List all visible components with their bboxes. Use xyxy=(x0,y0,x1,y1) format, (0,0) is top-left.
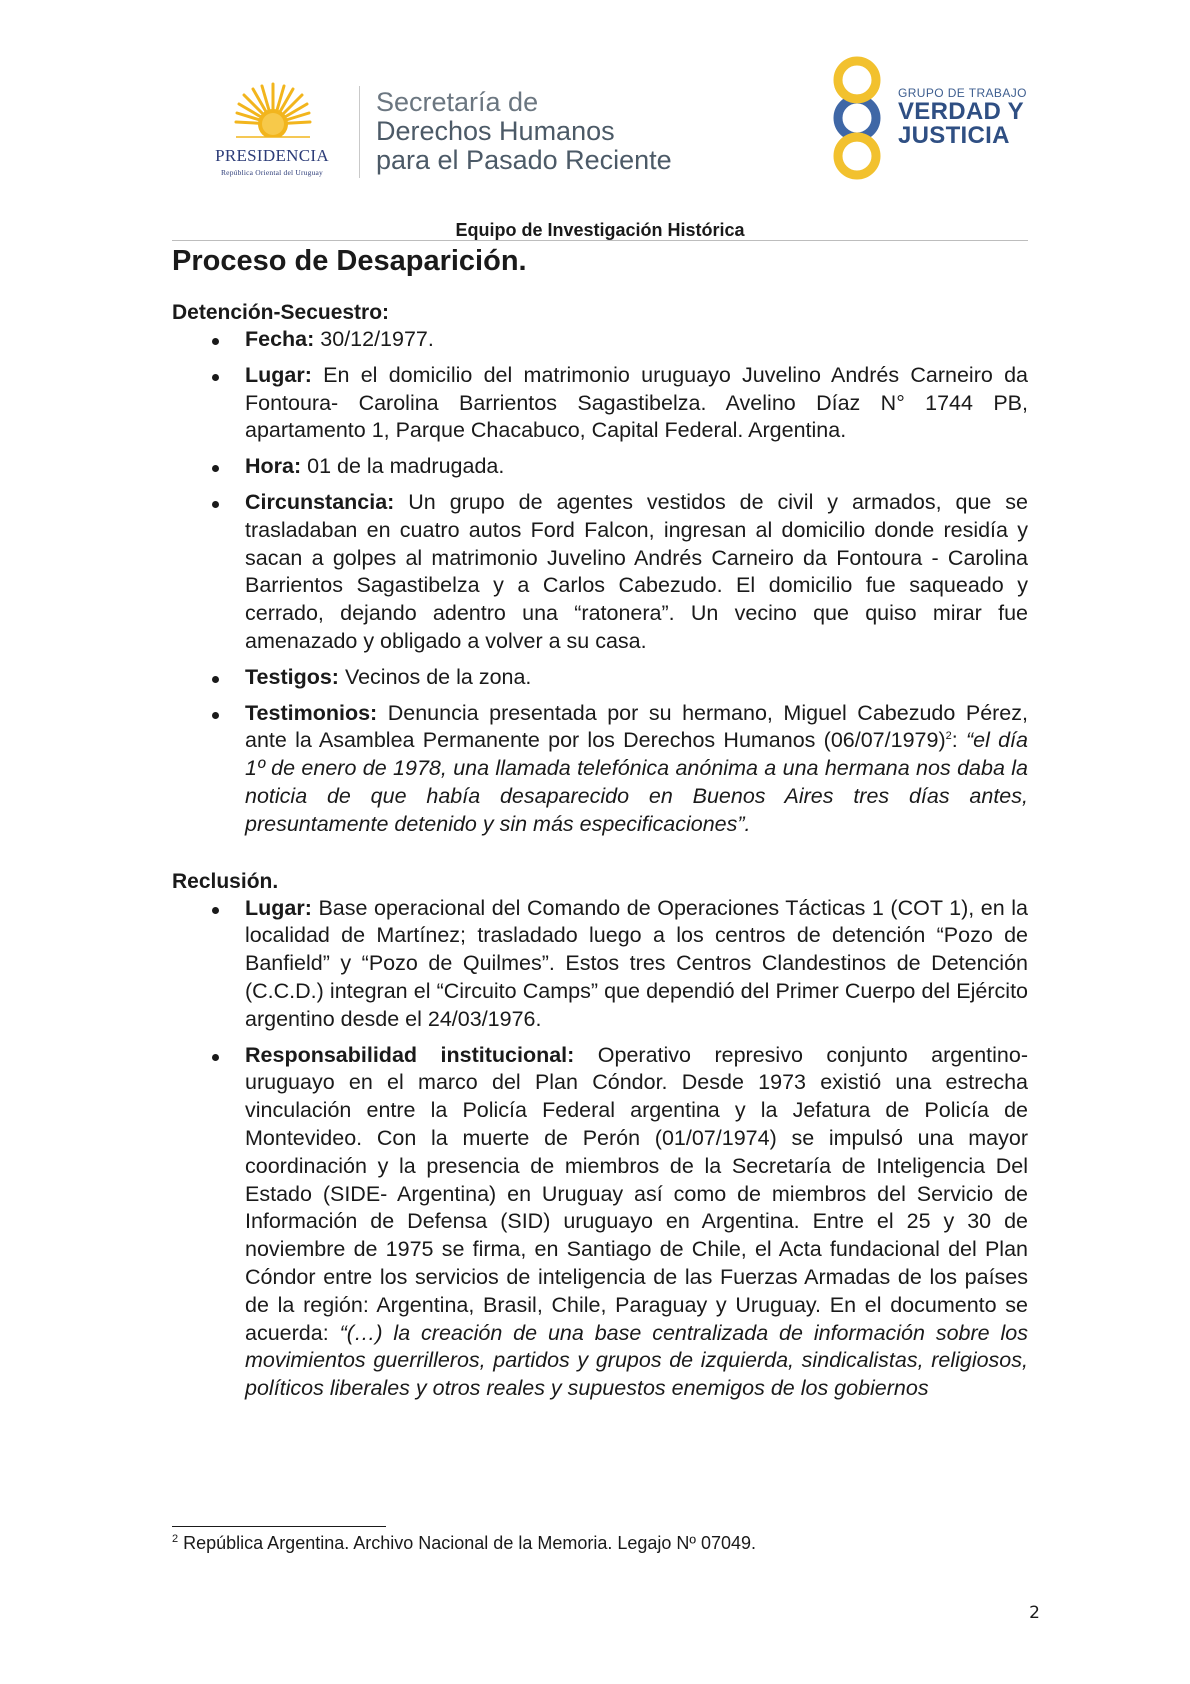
verdad-line: VERDAD Y xyxy=(898,98,1024,125)
item-label: Hora: xyxy=(245,454,302,479)
bullet-icon xyxy=(212,1054,219,1061)
sun-of-may-icon xyxy=(234,80,312,146)
detencion-list xyxy=(172,326,1028,839)
verdad-justicia-title xyxy=(898,100,1024,148)
list-item-hora xyxy=(172,453,1028,481)
footnote-separator xyxy=(172,1526,386,1527)
document-body xyxy=(172,244,1028,1411)
footnote xyxy=(172,1533,756,1554)
list-item-testimonios xyxy=(172,700,1028,839)
item-label: Circunstancia: xyxy=(245,489,395,514)
bullet-icon xyxy=(212,501,219,508)
item-text: 30/12/1977. xyxy=(314,327,434,351)
interlocking-rings-icon xyxy=(820,56,894,180)
item-label: Responsabilidad institucional: xyxy=(245,1042,575,1067)
bullet-icon xyxy=(212,907,219,914)
testimony-quote: “el día 1º de enero de 1978, una llamada telefónica anónima a una hermana nos daba la noticia de que había desaparecido en Buenos Aires tres días antes, presuntamente detenido y sin más especificaciones”. xyxy=(245,728,1028,836)
section-heading-reclusion: Reclusión. xyxy=(172,869,279,893)
secretaria-line-1: Secretaría de xyxy=(376,87,539,117)
bullet-icon xyxy=(212,374,219,381)
reclusion-list xyxy=(172,895,1028,1403)
header-divider xyxy=(359,86,360,178)
presidencia-logo xyxy=(196,80,348,180)
page-title: Proceso de Desaparición. xyxy=(172,245,527,277)
team-name: Equipo de Investigación Histórica xyxy=(455,220,745,240)
grupo-trabajo-logo xyxy=(820,56,1030,182)
item-text: 01 de la madrugada. xyxy=(301,454,505,479)
item-label: Testimonios: xyxy=(245,700,378,725)
item-label: Fecha: xyxy=(245,327,315,351)
bullet-icon xyxy=(212,338,219,345)
list-item-responsabilidad xyxy=(172,1042,1028,1403)
grupo-trabajo-label: GRUPO DE TRABAJO xyxy=(898,86,1027,100)
item-text: Base operacional del Comando de Operaciones Tácticas 1 (COT 1), en la localidad de Martínez; trasladado luego a los centros de detención “Pozo de Banfield” y “Pozo de Quilmes”. Estos tres Centros Clandestinos de Detención (C.C.D.) integran el “Circuito Camps” que dependió del Primer Cuerpo del Ejército argentino desde el 24/03/1976. xyxy=(245,895,1028,1031)
footnote-ref[interactable]: 2 xyxy=(945,730,952,743)
item-label: Lugar: xyxy=(245,362,312,387)
list-item-lugar-reclusion xyxy=(172,895,1028,1034)
item-label: Lugar: xyxy=(245,895,312,920)
list-item-fecha xyxy=(172,326,1028,354)
list-item-testigos xyxy=(172,664,1028,692)
bullet-icon xyxy=(212,465,219,472)
secretaria-logo-text xyxy=(376,88,672,175)
footnote-text: República Argentina. Archivo Nacional de la Memoria. Legajo Nº 07049. xyxy=(178,1533,757,1553)
list-item-circunstancia xyxy=(172,489,1028,656)
item-text: Vecinos de la zona. xyxy=(338,664,532,689)
item-text: Operativo represivo conjunto argentino-uruguayo en el marco del Plan Cóndor. Desde 1973 existió una estrecha vinculación entre la Policía Federal argentina y la Jefatura de Policía de Montevideo. Con la muerte de Perón (01/07/1974) se impulsó una mayor coordinación y la presencia de miembros de la Secretaría de Inteligencia Del Estado (SIDE- Argentina) en Uruguay así como de miembros del Servicio de Información de Defensa (SID) uruguayo en Argentina. Entre el 25 y 30 de noviembre de 1975 se firma, en Santiago de Chile, el Acta fundacional del Plan Cóndor entre los servicios de inteligencia de las Fuerzas Armadas de los países de la región: Argentina, Brasil, Chile, Paraguay y Uruguay. En el documento se acuerda: xyxy=(245,1042,1028,1345)
secretaria-line-2: Derechos Humanos xyxy=(376,116,615,146)
item-text: En el domicilio del matrimonio uruguayo Juvelino Andrés Carneiro da Fontoura- Carolina Barrientos Sagastibelza. Avelino Díaz N° 1744 PB, apartamento 1, Parque Chacabuco, Capital Federal. Argentina. xyxy=(245,362,1028,443)
bullet-icon xyxy=(212,712,219,719)
item-text: Un grupo de agentes vestidos de civil y armados, que se trasladaban en cuatro autos Ford Falcon, ingresan al domicilio donde residía y sacan a golpes al matrimonio Juvelino Andrés Carneiro da Fontoura - Carolina Barrientos Sagastibelza y a Carlos Cabezudo. El domicilio fue saqueado y cerrado, dejando adentro una “ratonera”. Un vecino que quiso mirar fue amenazado y obligado a volver a su casa. xyxy=(245,489,1028,653)
header-rule xyxy=(172,240,1028,241)
item-text-continued: : xyxy=(951,728,966,753)
secretaria-line-3: para el Pasado Reciente xyxy=(376,145,672,175)
presidencia-subtitle: República Oriental del Uruguay xyxy=(220,168,323,177)
presidencia-name: PRESIDENCIA xyxy=(215,146,329,165)
list-item-lugar xyxy=(172,362,1028,445)
item-label: Testigos: xyxy=(245,664,339,689)
section-heading-detencion: Detención-Secuestro: xyxy=(172,301,390,324)
item-text: Denuncia presentada por su hermano, Miguel Cabezudo Pérez, ante la Asamblea Permanente por los Derechos Humanos (06/07/1979) xyxy=(245,700,1028,753)
page-number: 2 xyxy=(1029,1603,1040,1623)
footnote-mark: 2 xyxy=(172,1533,179,1545)
condor-quote: “(…) la creación de una base centralizada de información sobre los movimientos guerrilleros, partidos y grupos de izquierda, sindicalistas, religiosos, políticos liberales y otros reales y supuestos enemigos de los gobiernos xyxy=(245,1320,1028,1401)
bullet-icon xyxy=(212,676,219,683)
justicia-line: JUSTICIA xyxy=(898,122,1010,149)
